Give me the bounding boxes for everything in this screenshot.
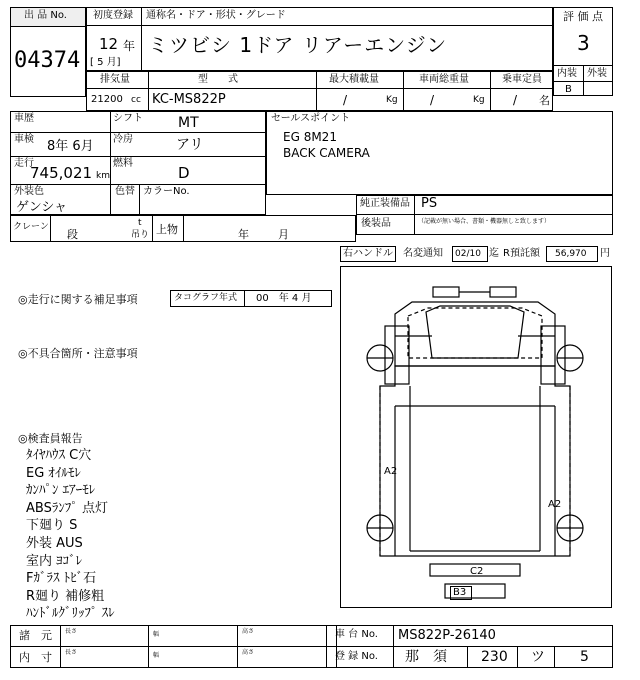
lot-label: 出 品 No.: [24, 10, 67, 21]
upper-month: 月: [278, 228, 289, 241]
inspector-line: ABSﾗﾝﾌﾟ 点灯: [26, 500, 108, 516]
crane-label: クレーン: [13, 222, 49, 232]
gross-weight-label: 車両総重量: [419, 74, 469, 85]
model-name: ミツビシ 1ドア リアーエンジン: [148, 33, 448, 57]
mark-a2-left: A2: [384, 466, 398, 477]
displacement-value: 21200: [91, 94, 123, 105]
name-change-label: 名変通知: [403, 248, 443, 259]
upper-body-label: 上物: [156, 223, 178, 236]
lot-number: 04374: [14, 48, 81, 73]
color-code-label: カラーNo.: [143, 186, 190, 197]
upper-year: 年: [238, 228, 249, 241]
inspector-line: 下廻り S: [26, 518, 78, 534]
mark-b3: B3: [453, 587, 467, 598]
inspector-line: R廻り 補修粗: [26, 588, 105, 604]
tacho-label: タコグラフ年式: [174, 293, 238, 303]
defects-label: ◎不具合箇所・注意事項: [18, 347, 138, 360]
row2-width: 幅: [153, 652, 160, 659]
aftermarket-label: 後装品: [361, 218, 391, 229]
fuel-value: D: [178, 164, 190, 182]
vehicle-diagram: [340, 266, 612, 608]
recycle-label: R預託額: [503, 248, 540, 259]
ac-label: 冷房: [113, 134, 133, 145]
sales-point-1: EG 8M21: [283, 130, 337, 144]
crane-dan: 段: [67, 228, 78, 241]
capacity-label: 乗車定員: [502, 74, 542, 85]
row1-length: 長さ: [65, 628, 78, 635]
interior-dims-label: 内 寸: [19, 651, 52, 664]
model-code: KC-MS822P: [152, 92, 226, 107]
displacement-unit: cc: [131, 95, 141, 105]
reg-class: 230: [481, 649, 508, 665]
equipment-value: PS: [421, 196, 438, 211]
reg-label: 登 録 No.: [335, 651, 378, 662]
inspection-label: 車検: [14, 134, 34, 145]
displacement-label: 排気量: [100, 74, 130, 85]
chassis-number: MS822P-26140: [398, 628, 496, 643]
sales-point-2: BACK CAMERA: [283, 146, 370, 160]
recycle-value: 56,970: [555, 249, 587, 259]
capacity-unit: 名: [539, 94, 550, 107]
inspector-line: Fｶﾞﾗｽ ﾄﾋﾞ石: [26, 571, 97, 587]
color-change-label: 色替: [115, 186, 135, 197]
first-reg-month: [ 5 月]: [90, 57, 121, 68]
mileage-value: 745,021: [30, 164, 93, 182]
row1-width: 幅: [153, 631, 160, 638]
max-load-slash: /: [343, 93, 348, 107]
model-code-label: 型 式: [198, 74, 238, 85]
inspector-list: [26, 447, 115, 623]
max-load-label: 最大積載量: [329, 74, 379, 85]
shift-label: シフト: [113, 113, 143, 124]
row1-height: 高さ: [242, 628, 255, 635]
name-change-suffix: 迄: [489, 248, 499, 259]
inspector-line: ｶﾝﾊﾟﾝ ｴｱｰﾓﾚ: [26, 483, 96, 499]
inspector-line: 外装 AUS: [26, 535, 83, 551]
inspector-line: ﾊﾝﾄﾞﾙｸﾞﾘｯﾌﾟ ｽﾚ: [26, 606, 115, 622]
crane-ton: t: [138, 218, 142, 228]
fuel-label: 燃料: [113, 158, 133, 169]
ext-color-value: ゲンシャ: [16, 200, 68, 215]
tacho-value: 00 年 4 月: [256, 293, 312, 304]
mark-c2: C2: [470, 566, 484, 577]
grade-value: 3: [577, 31, 590, 55]
sales-points-label: セールスポイント: [271, 113, 351, 124]
history-label: 車歴: [14, 113, 34, 124]
inspector-line: 室内 ﾖｺﾞﾚ: [26, 553, 83, 569]
reg-kana: ツ: [531, 649, 545, 665]
crane-tsuri: 吊り: [131, 230, 150, 240]
first-reg-label: 初度登録: [93, 10, 133, 21]
gross-weight-unit: Kg: [473, 95, 485, 105]
inspection-value: 8年 6月: [47, 139, 94, 154]
first-reg-year: 12: [99, 35, 119, 53]
row2-height: 高さ: [242, 649, 255, 656]
inspector-line: ﾀｲﾔﾊｳｽ C穴: [26, 448, 92, 463]
chassis-label: 車 台 No.: [335, 629, 378, 640]
grade-label: 評 価 点: [563, 10, 603, 23]
gross-weight-slash: /: [430, 93, 435, 107]
name-change-value: 02/10: [455, 249, 481, 259]
specs-dims-label: 諸 元: [19, 629, 52, 642]
steering: 右ハンドル: [343, 248, 393, 259]
reg-area: 那 須: [405, 649, 447, 665]
interior-label: 内装: [557, 68, 577, 79]
mileage-label: 走行: [14, 158, 34, 169]
ext-color-label: 外装色: [14, 186, 44, 197]
capacity-slash: /: [513, 93, 518, 107]
exterior-label: 外装: [587, 68, 607, 79]
mark-a2-right: A2: [548, 499, 562, 510]
interior-grade: B: [565, 84, 572, 95]
ac-value: アリ: [176, 137, 204, 153]
reg-number: 5: [580, 649, 589, 665]
inspector-line: EG ｵｲﾙﾓﾚ: [26, 465, 81, 481]
first-reg-year-unit: 年: [123, 39, 136, 53]
aftermarket-note: （記載が無い場合、書類・機器無しと致します）: [418, 218, 551, 225]
model-name-label: 通称名・ドア・形状・グレード: [146, 10, 286, 21]
row2-length: 長さ: [65, 649, 78, 656]
recycle-unit: 円: [600, 248, 610, 259]
max-load-unit: Kg: [386, 95, 398, 105]
driving-notes-label: ◎走行に関する補足事項: [18, 293, 138, 306]
inspector-label: ◎検査員報告: [18, 432, 83, 445]
mileage-unit: km: [96, 171, 110, 181]
shift-value: MT: [178, 115, 199, 131]
equipment-label: 純正装備品: [360, 198, 410, 209]
